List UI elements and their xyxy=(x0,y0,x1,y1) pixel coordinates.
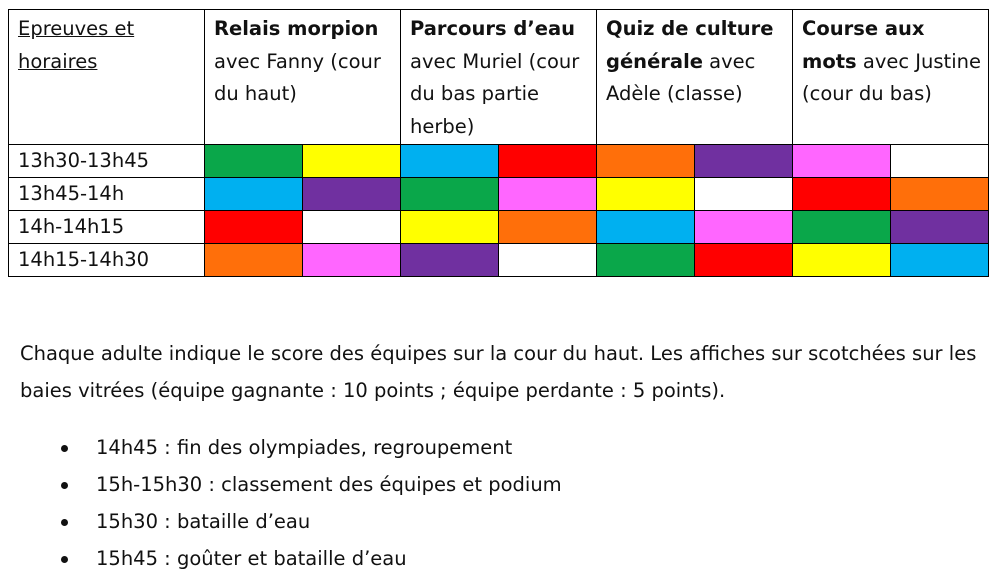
program-list xyxy=(0,429,562,577)
table-row xyxy=(9,211,989,244)
time-slot: 14h15-14h30 xyxy=(9,244,205,277)
table-row xyxy=(9,145,989,178)
event-detail: avec Muriel (cour du bas partie herbe) xyxy=(410,49,580,138)
bullet-icon xyxy=(61,556,68,563)
event-name: Course aux mots xyxy=(802,17,925,73)
schedule-body xyxy=(9,145,989,277)
header-label: Epreuves et horaires xyxy=(18,17,135,73)
table-row xyxy=(9,178,989,211)
list-item xyxy=(0,466,562,503)
team-color-cell xyxy=(303,211,401,244)
header-row xyxy=(9,10,989,145)
team-color-cell xyxy=(499,211,597,244)
team-color-cell xyxy=(793,178,891,211)
event-name: Relais morpion xyxy=(214,17,379,40)
event-header-parcours xyxy=(401,10,597,145)
event-header-course xyxy=(793,10,989,145)
team-color-cell xyxy=(499,145,597,178)
team-color-cell xyxy=(597,178,695,211)
team-color-cell xyxy=(303,178,401,211)
header-label-cell xyxy=(9,10,205,145)
bullet-icon xyxy=(61,519,68,526)
list-item-text: 15h30 : bataille d’eau xyxy=(96,510,311,533)
bullet-icon xyxy=(61,445,68,452)
team-color-cell xyxy=(793,145,891,178)
team-color-cell xyxy=(793,211,891,244)
list-item xyxy=(0,540,562,577)
scoring-paragraph: Chaque adulte indique le score des équipes sur la cour du haut. Les affiches sur scotchées sur les baies vitrées (équipe gagnante : 10 points ; équipe perdante : 5 points). xyxy=(20,342,977,402)
team-color-cell xyxy=(597,244,695,277)
team-color-cell xyxy=(205,178,303,211)
bullet-icon xyxy=(61,482,68,489)
list-item xyxy=(0,503,562,540)
team-color-cell xyxy=(499,244,597,277)
time-slot: 13h45-14h xyxy=(9,178,205,211)
team-color-cell xyxy=(695,211,793,244)
event-header-quiz xyxy=(597,10,793,145)
time-slot: 14h-14h15 xyxy=(9,211,205,244)
team-color-cell xyxy=(303,145,401,178)
team-color-cell xyxy=(401,211,499,244)
table-row xyxy=(9,244,989,277)
event-name: Quiz de culture générale xyxy=(606,17,774,73)
event-detail: avec Justine (cour du bas) xyxy=(802,49,981,105)
team-color-cell xyxy=(891,145,989,178)
team-color-cell xyxy=(401,178,499,211)
team-color-cell xyxy=(793,244,891,277)
team-color-cell xyxy=(401,244,499,277)
team-color-cell xyxy=(891,244,989,277)
list-item-text: 15h45 : goûter et bataille d’eau xyxy=(96,547,407,570)
list-item xyxy=(0,429,562,466)
schedule-table xyxy=(8,9,989,277)
time-slot: 13h30-13h45 xyxy=(9,145,205,178)
list-item-text: 15h-15h30 : classement des équipes et podium xyxy=(96,473,562,496)
team-color-cell xyxy=(695,178,793,211)
team-color-cell xyxy=(891,211,989,244)
team-color-cell xyxy=(597,211,695,244)
event-header-relais xyxy=(205,10,401,145)
event-detail: avec Adèle (classe) xyxy=(606,49,756,105)
team-color-cell xyxy=(205,244,303,277)
event-detail: avec Fanny (cour du haut) xyxy=(214,49,381,105)
list-item-text: 14h45 : fin des olympiades, regroupement xyxy=(96,436,513,459)
team-color-cell xyxy=(695,145,793,178)
team-color-cell xyxy=(205,145,303,178)
team-color-cell xyxy=(401,145,499,178)
team-color-cell xyxy=(891,178,989,211)
event-name: Parcours d’eau xyxy=(410,17,576,40)
team-color-cell xyxy=(597,145,695,178)
team-color-cell xyxy=(695,244,793,277)
team-color-cell xyxy=(303,244,401,277)
team-color-cell xyxy=(499,178,597,211)
team-color-cell xyxy=(205,211,303,244)
